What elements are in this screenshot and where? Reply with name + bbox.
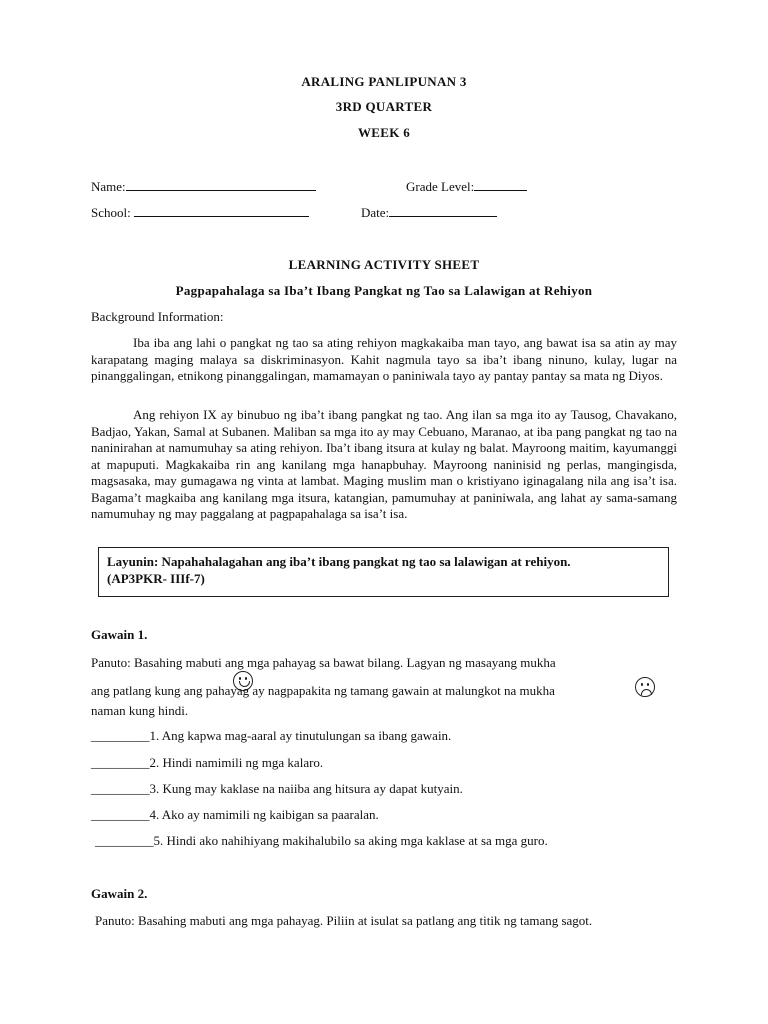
school-field[interactable] bbox=[91, 204, 309, 221]
gawain-1-instruction-line-3: naman kung hindi. bbox=[91, 703, 189, 718]
grade-level-blank[interactable] bbox=[474, 178, 527, 191]
gawain-1-instruction-line-1: Panuto: Basahing mabuti ang mga pahayag sa bawat bilang. Lagyan ng masayang mukha bbox=[91, 655, 556, 670]
sheet-title: LEARNING ACTIVITY SHEET bbox=[288, 257, 480, 272]
gawain-1-title: Gawain 1. bbox=[91, 627, 148, 642]
grade-level-label: Grade Level: bbox=[406, 179, 475, 194]
date-label: Date: bbox=[361, 205, 390, 220]
list-item[interactable]: _________3. Kung may kaklase na naiiba ang hitsura ay dapat kutyain. bbox=[91, 781, 463, 796]
date-blank[interactable] bbox=[389, 204, 497, 217]
week-title: WEEK 6 bbox=[357, 125, 410, 140]
objective-text: Layunin: Napahahalagahan ang iba’t ibang pangkat ng tao sa lalawigan at rehiyon. bbox=[107, 554, 571, 569]
sad-face-icon bbox=[635, 677, 655, 697]
background-paragraph-1: Iba iba ang lahi o pangkat ng tao sa ating rehiyon magkakaiba man tayo, ang bawat isa sa atin ay may karapatang maging malaya sa diskriminasyon. Kahit nagmula tayo sa iba’t ibang ninuno, kulay, lugar na pinanggalingan, etnikong pinanggalingan, mamamayan o paniniwala tayo ay pantay pantay sa mata ng Diyos. bbox=[91, 335, 677, 383]
background-label: Background Information: bbox=[91, 309, 224, 324]
name-label: Name: bbox=[91, 179, 126, 194]
gawain-2-title: Gawain 2. bbox=[91, 886, 148, 901]
objective-box bbox=[98, 547, 669, 597]
background-paragraph-2: Ang rehiyon IX ay binubuo ng iba’t ibang pangkat ng tao. Ang ilan sa mga ito ay Tausog, Chavakano, Badjao, Yakan, Samal at Subanen. Maliban sa mga ito ay may Cebuano, Maranao, at iba pang pangkat ng tao na naninirahan at namumuhay sa ating rehiyon. Iba’t ibang itsura at kulay ng balat. Mayroong maitim, kayumanggi at mapuputi. Magkakaiba rin ang kanilang mga hanapbuhay. Mayroong naninisid ng perlas, mangingisda, magsasaka, may gumagawa ng vinta at lambat. Maging muslim man o kristiyano iginagalang nila ang isa’t isa. Bagama’t magkaiba ang kanilang mga itsura, katangian, pamumuhay at paniniwala, ang lahat ay sama-samang namumuhay ng may paggalang at pagpapahalaga sa isa’t isa. bbox=[91, 407, 677, 521]
objective-code: (AP3PKR- IIIf-7) bbox=[107, 571, 205, 586]
name-field[interactable] bbox=[91, 178, 316, 195]
quarter-title: 3RD QUARTER bbox=[335, 99, 433, 114]
list-item[interactable]: _________1. Ang kapwa mag-aaral ay tinutulungan sa ibang gawain. bbox=[91, 728, 452, 743]
topic-title: Pagpapahalaga sa Iba’t Ibang Pangkat ng Tao sa Lalawigan at Rehiyon bbox=[175, 283, 593, 298]
list-item[interactable]: _________4. Ako ay namimili ng kaibigan sa paaralan. bbox=[91, 807, 379, 822]
gawain-2-instruction: Panuto: Basahing mabuti ang mga pahayag. Piliin at isulat sa patlang ang titik ng tamang sagot. bbox=[95, 913, 593, 928]
name-blank[interactable] bbox=[126, 178, 316, 191]
list-item[interactable]: _________5. Hindi ako nahihiyang makihalubilo sa aking mga kaklase at sa mga guro. bbox=[95, 833, 548, 848]
list-item[interactable]: _________2. Hindi namimili ng mga kalaro. bbox=[91, 755, 324, 770]
subject-title: ARALING PANLIPUNAN 3 bbox=[301, 74, 467, 89]
school-label: School: bbox=[91, 205, 131, 220]
gawain-1-instruction-line-2: ang patlang kung ang pahayag ay nagpapakita ng tamang gawain at malungkot na mukha bbox=[91, 683, 555, 698]
date-field[interactable] bbox=[361, 204, 497, 221]
grade-level-field[interactable] bbox=[406, 178, 527, 195]
school-blank[interactable] bbox=[134, 204, 309, 217]
